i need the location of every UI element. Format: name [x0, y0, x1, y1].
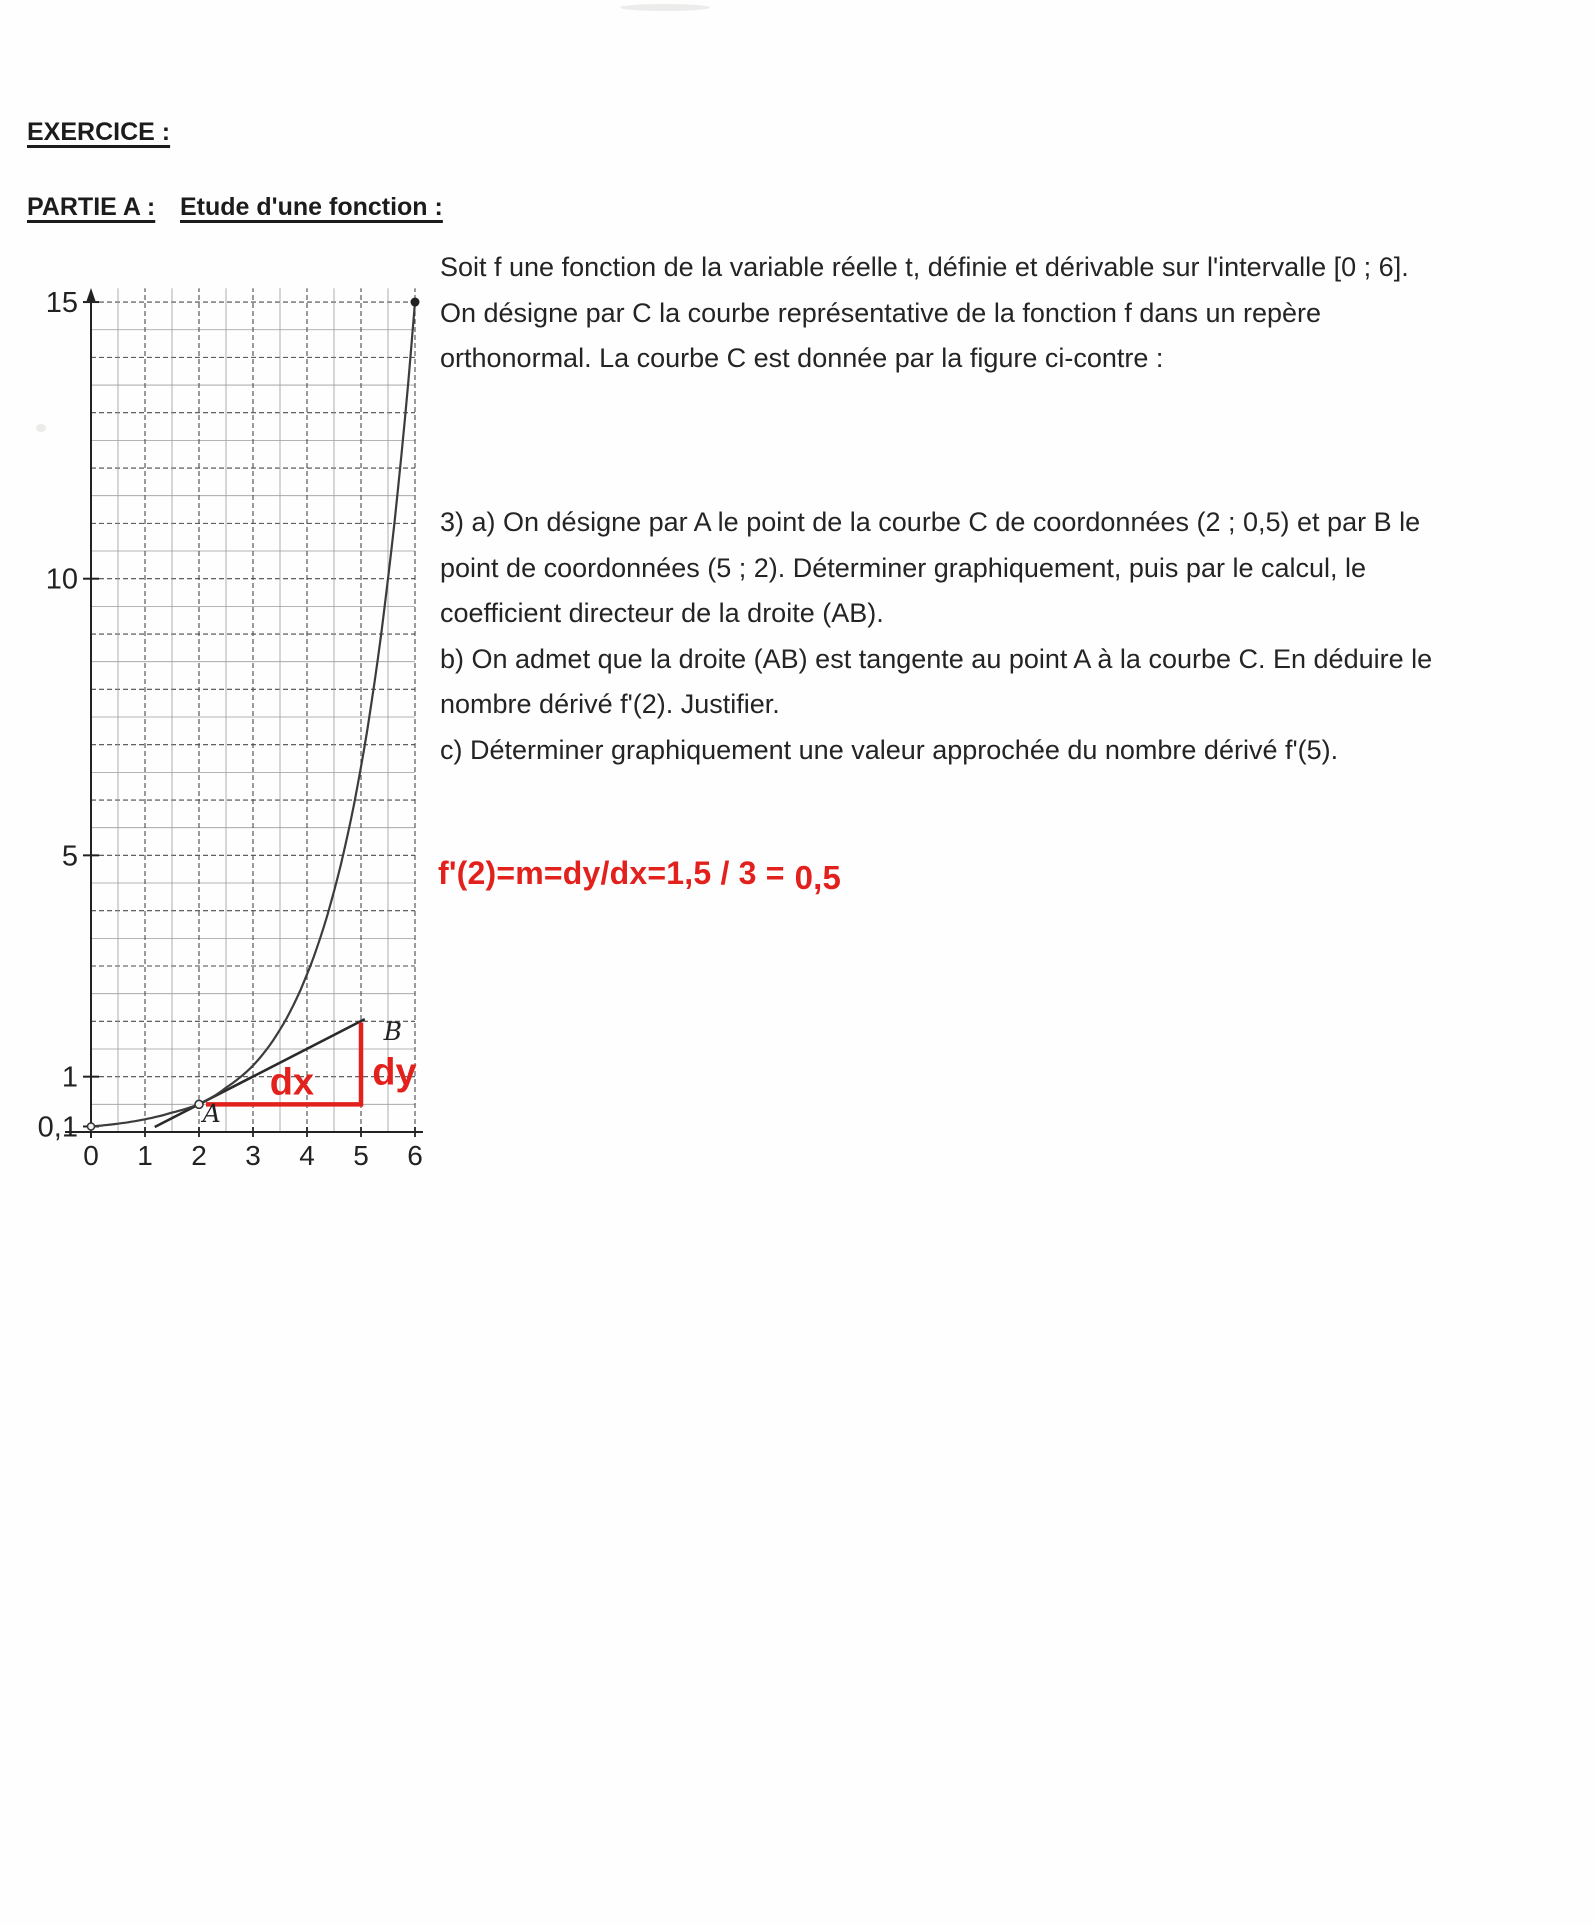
scan-artifact	[36, 424, 46, 432]
exercise-heading: EXERCICE :	[27, 118, 171, 146]
question-line-1: 3) a) On désigne par A le point de la courbe C de coordonnées (2 ; 0,5) et par B le	[440, 507, 1421, 537]
scan-artifact	[620, 4, 710, 11]
x-tick-label: 6	[407, 1140, 423, 1171]
dx-label: dx	[269, 1061, 315, 1104]
intro-line-2: On désigne par C la courbe représentative de la fonction f dans un repère	[440, 297, 1322, 328]
intro-paragraph	[440, 245, 1565, 382]
intro-line-1: Soit f une fonction de la variable réelle t, définie et dérivable sur l'intervalle [0 ; 6].	[440, 252, 1409, 282]
question-line-5: nombre dérivé f'(2). Justifier.	[440, 689, 780, 719]
part-a-heading: PARTIE A :	[27, 193, 156, 221]
tangent-line-AB	[155, 1019, 365, 1127]
x-tick-label: 1	[137, 1140, 153, 1171]
red-answer-annotation	[438, 854, 842, 896]
dy-label: dy	[372, 1051, 417, 1094]
question-line-3: coefficient directeur de la droite (AB).	[440, 598, 884, 628]
y-tick-label: 5	[61, 840, 78, 873]
x-tick-label: 3	[245, 1140, 261, 1171]
question-line-2: point de coordonnées (5 ; 2). Déterminer graphiquement, puis par le calcul, le	[440, 552, 1367, 583]
y-axis-arrow-icon	[87, 288, 96, 301]
curve-end-dot	[411, 298, 420, 307]
x-tick-label: 4	[299, 1140, 315, 1171]
x-tick-label: 5	[353, 1140, 369, 1171]
question-line-4: b) On admet que la droite (AB) est tangente au point A à la courbe C. En déduire le	[440, 643, 1433, 674]
function-graph-svg	[10, 210, 450, 1190]
question-3-block	[440, 500, 1565, 773]
question-line-6: c) Déterminer graphiquement une valeur approchée du nombre dérivé f'(5).	[440, 734, 1339, 765]
x-tick-label: 0	[83, 1140, 99, 1171]
point-A-label: A	[202, 1099, 221, 1129]
intro-line-3: orthonormal. La courbe C est donnée par la figure ci-contre :	[440, 343, 1164, 373]
curve-start-marker	[88, 1123, 95, 1130]
y-tick-label: 0,1	[37, 1111, 78, 1144]
point-B-label: B	[383, 1017, 403, 1047]
answer-result: 0,5	[794, 859, 842, 896]
function-graph	[10, 210, 450, 1190]
answer-formula: f'(2)=m=dy/dx=1,5 / 3 =	[438, 855, 785, 891]
y-tick-label: 10	[45, 563, 78, 596]
y-tick-label: 1	[61, 1061, 78, 1094]
y-tick-label: 15	[45, 287, 78, 320]
x-tick-label: 2	[191, 1140, 207, 1171]
section-title: Etude d'une fonction :	[180, 193, 443, 221]
